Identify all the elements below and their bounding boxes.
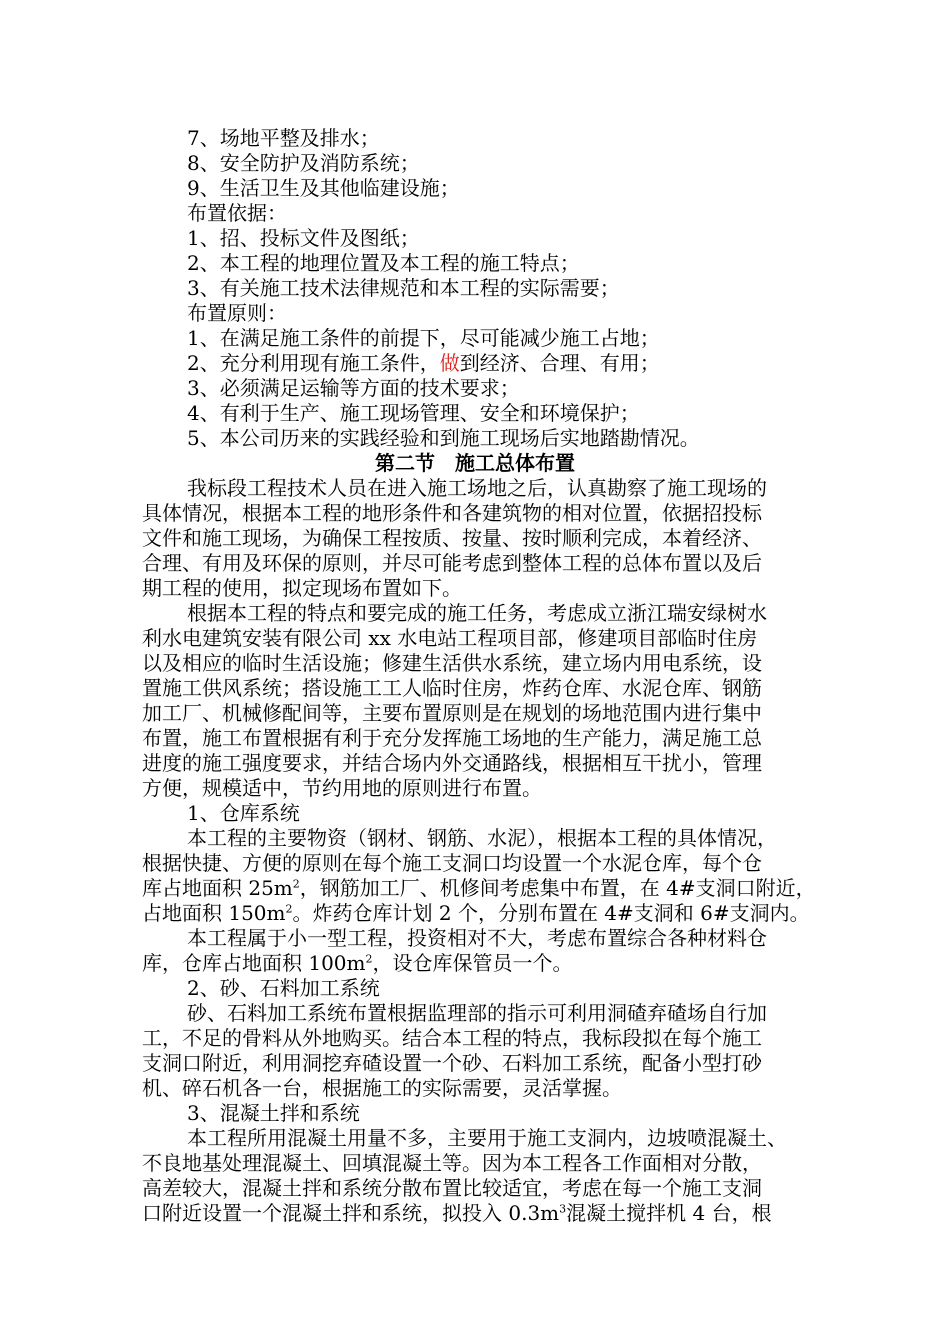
text-run: 库，仓库占地面积 100m xyxy=(142,951,366,975)
superscript: 3 xyxy=(559,1202,567,1216)
paragraph-line: 根据快捷、方便的原则在每个施工支洞口均设置一个水泥仓库，每个仓 xyxy=(142,851,762,875)
paragraph-line: 文件和施工现场，为确保工程按质、按量、按时顺利完成，本着经济、 xyxy=(142,526,762,550)
paragraph-line: 本工程所用混凝土用量不多，主要用于施工支洞内，边坡喷混凝土、 xyxy=(187,1126,787,1150)
paragraph-line xyxy=(142,900,810,926)
paragraph-line xyxy=(142,1200,772,1226)
subheading-warehouse: 1、仓库系统 xyxy=(187,801,300,825)
paragraph-line: 不良地基处理混凝土、回填混凝土等。因为本工程各工作面相对分散， xyxy=(142,1151,762,1175)
basis-item-3: 3、有关施工技术法律规范和本工程的实际需要； xyxy=(187,276,620,300)
paragraph-line: 方便，规模适中，节约用地的原则进行布置。 xyxy=(142,776,542,800)
principle-item-3: 3、必须满足运输等方面的技术要求； xyxy=(187,376,520,400)
superscript: 2 xyxy=(365,952,373,966)
paragraph-line: 期工程的使用，拟定现场布置如下。 xyxy=(142,576,462,600)
paragraph-line: 根据本工程的特点和要完成的施工任务，考虑成立浙江瑞安绿树水 xyxy=(187,601,767,625)
principle2-after: 到经济、合理、有用； xyxy=(459,351,660,375)
principle-item-4: 4、有利于生产、施工现场管理、安全和环境保护； xyxy=(187,401,640,425)
paragraph-line xyxy=(142,950,573,976)
paragraph-line: 置施工供风系统；搭设施工工人临时住房，炸药仓库、水泥仓库、钢筋 xyxy=(142,676,762,700)
text-run: 占地面积 150m xyxy=(142,901,286,925)
paragraph-line: 工，不足的骨料从外地购买。结合本工程的特点，我标段拟在每个施工 xyxy=(142,1026,762,1050)
basis-item-2: 2、本工程的地理位置及本工程的施工特点； xyxy=(187,251,580,275)
subheading-concrete: 3、混凝土拌和系统 xyxy=(187,1101,360,1125)
paragraph-line: 利水电建筑安装有限公司 xx 水电站工程项目部，修建项目部临时住房 xyxy=(142,626,758,650)
text-run: ，设仓库保管员一个。 xyxy=(372,951,573,975)
paragraph-line: 加工厂、机械修配间等，主要布置原则是在规划的场地范围内进行集中 xyxy=(142,701,762,725)
text-run: 口附近设置一个混凝土拌和系统，拟投入 0.3m xyxy=(142,1201,560,1225)
text-run: 库占地面积 25m xyxy=(142,876,293,900)
principle-item-5: 5、本公司历来的实践经验和到施工现场后实地踏勘情况。 xyxy=(187,426,700,450)
basis-title: 布置依据： xyxy=(187,201,287,225)
principle-item-1: 1、在满足施工条件的前提下，尽可能减少施工占地； xyxy=(187,326,660,350)
principle-title: 布置原则： xyxy=(187,301,287,325)
paragraph-line: 以及相应的临时生活设施；修建生活供水系统，建立场内用电系统，设 xyxy=(142,651,762,675)
text-run: 。炸药仓库计划 2 个，分别布置在 4#支洞和 6#支洞内。 xyxy=(292,901,810,925)
text-run: ，钢筋加工厂、机修间考虑集中布置，在 4#支洞口附近， xyxy=(299,876,816,900)
paragraph-line: 高差较大，混凝土拌和系统分散布置比较适宜，考虑在每一个施工支洞 xyxy=(142,1176,762,1200)
text-run: 混凝土搅拌机 4 台，根 xyxy=(566,1201,772,1225)
principle2-highlight: 做 xyxy=(439,351,460,375)
principle-item-2 xyxy=(187,350,660,376)
superscript: 2 xyxy=(292,877,300,891)
paragraph-line: 布置，施工布置根据有利于充分发挥施工场地的生产能力，满足施工总 xyxy=(142,726,762,750)
list-item-8: 8、安全防护及消防系统； xyxy=(187,151,420,175)
paragraph-line: 本工程的主要物资（钢材、钢筋、水泥），根据本工程的具体情况， xyxy=(187,826,777,850)
paragraph-line: 具体情况，根据本工程的地形条件和各建筑物的相对位置，依据招投标 xyxy=(142,501,762,525)
paragraph-line xyxy=(142,875,816,901)
list-item-7: 7、场地平整及排水； xyxy=(187,126,380,150)
section-heading: 第二节 施工总体布置 xyxy=(375,451,575,475)
paragraph-line: 进度的施工强度要求，并结合场内外交通路线，根据相互干扰小，管理 xyxy=(142,751,762,775)
principle2-before: 2、充分利用现有施工条件， xyxy=(187,351,440,375)
basis-item-1: 1、招、投标文件及图纸； xyxy=(187,226,420,250)
superscript: 2 xyxy=(285,902,293,916)
paragraph-line: 我标段工程技术人员在进入施工场地之后，认真勘察了施工现场的 xyxy=(187,476,767,500)
subheading-aggregate: 2、砂、石料加工系统 xyxy=(187,976,380,1000)
paragraph-line: 砂、石料加工系统布置根据监理部的指示可利用洞碴弃碴场自行加 xyxy=(187,1001,767,1025)
paragraph-line: 本工程属于小一型工程，投资相对不大，考虑布置综合各种材料仓 xyxy=(187,926,767,950)
list-item-9: 9、生活卫生及其他临建设施； xyxy=(187,176,460,200)
paragraph-line: 机、碎石机各一台，根据施工的实际需要，灵活掌握。 xyxy=(142,1076,622,1100)
paragraph-line: 支洞口附近，利用洞挖弃碴设置一个砂、石料加工系统，配备小型打砂 xyxy=(142,1051,762,1075)
paragraph-line: 合理、有用及环保的原则，并尽可能考虑到整体工程的总体布置以及后 xyxy=(142,551,762,575)
